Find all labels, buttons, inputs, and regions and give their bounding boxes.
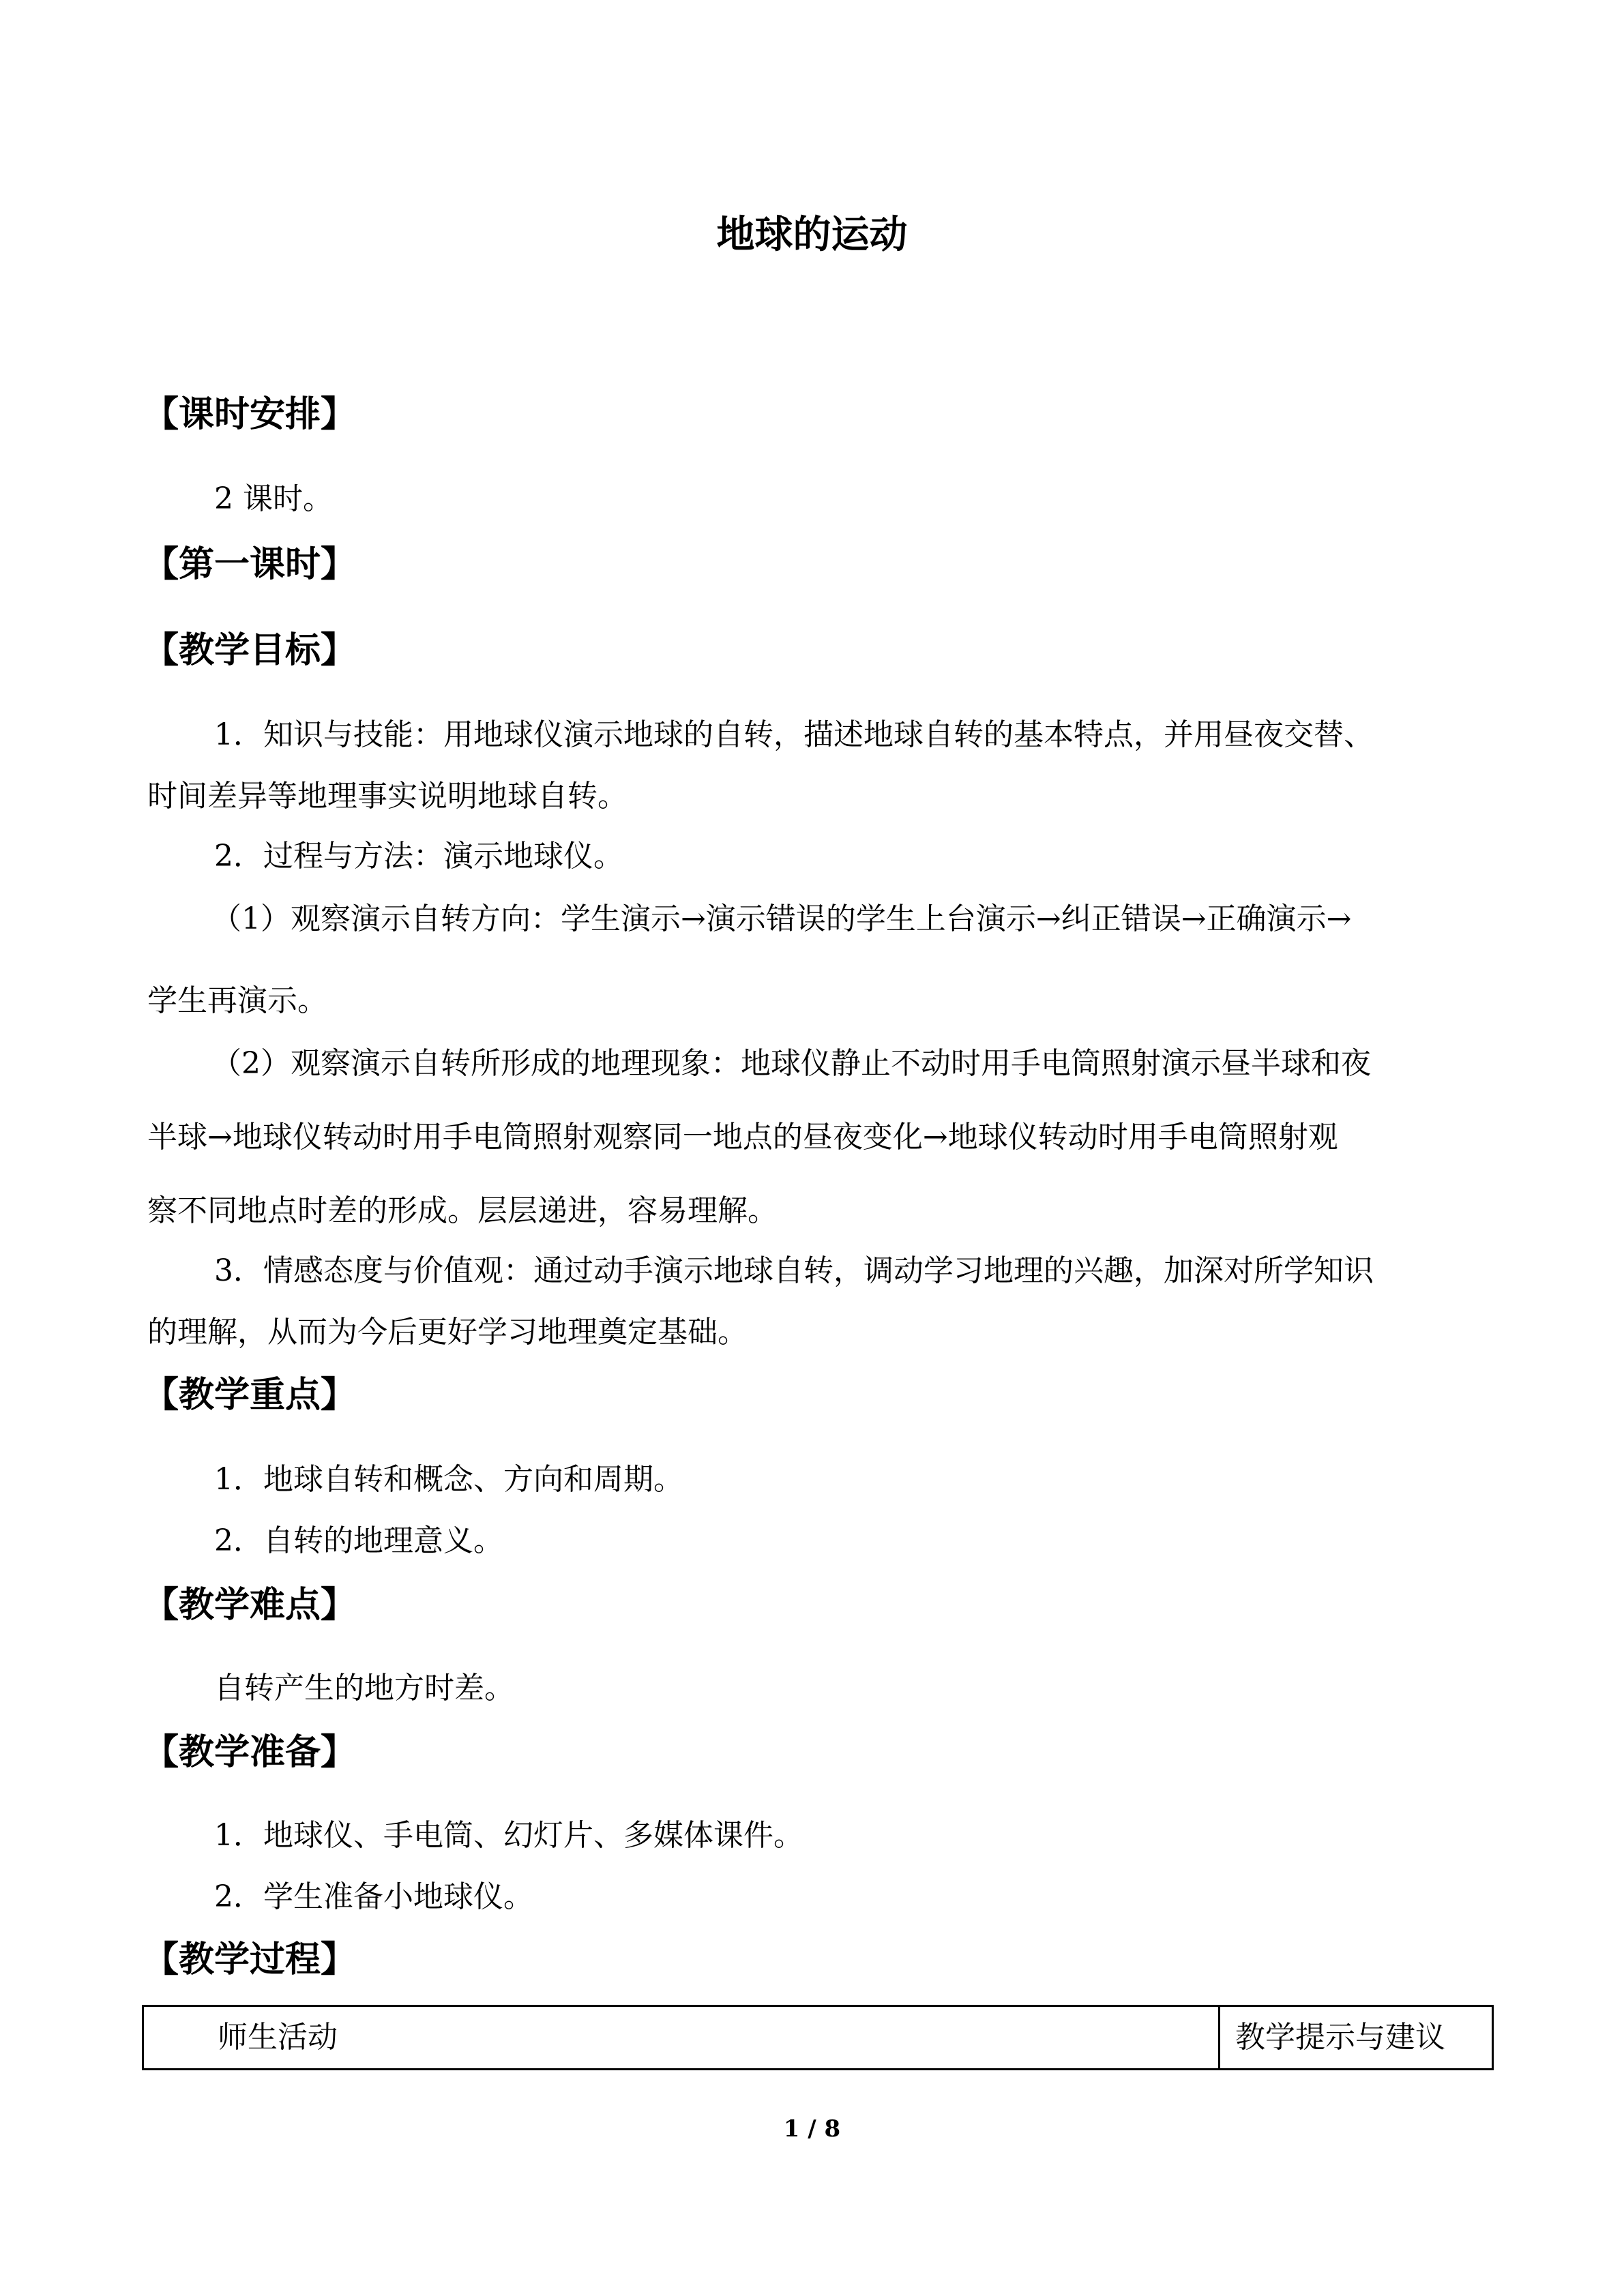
table-header-tips: 教学提示与建议 [1235,2020,1445,2055]
objective-2-sub1-line1: （1）观察演示自转方向：学生演示→演示错误的学生上台演示→纠正错误→正确演示→ [211,901,1352,936]
process-heading: 【教学过程】 [143,1939,357,1980]
document-title: 地球的运动 [716,213,908,257]
objective-2-sub2-line3: 察不同地点时差的形成。层层递进，容易理解。 [147,1193,778,1228]
preparation-1: 1．地球仪、手电筒、幻灯片、多媒体课件。 [214,1818,803,1853]
difficulty-heading: 【教学难点】 [143,1585,357,1626]
preparation-2: 2．学生准备小地球仪。 [214,1879,533,1914]
objective-2-sub1-line2: 学生再演示。 [147,983,327,1018]
schedule-text: 2 课时。 [214,481,333,516]
key-point-1: 1．地球自转和概念、方向和周期。 [214,1462,683,1497]
objective-2-sub2-line2: 半球→地球仪转动时用手电筒照射观察同一地点的昼夜变化→地球仪转动时用手电筒照射观 [147,1120,1338,1154]
table-header-activities: 师生活动 [144,2007,1220,2068]
preparation-heading: 【教学准备】 [143,1732,357,1773]
objective-3-line2: 的理解，从而为今后更好学习地理奠定基础。 [147,1315,748,1350]
key-points-heading: 【教学重点】 [143,1375,357,1416]
objective-1-line2: 时间差异等地理事实说明地球自转。 [147,779,628,814]
objective-2: 2．过程与方法：演示地球仪。 [214,839,623,874]
key-point-2: 2．自转的地理意义。 [214,1523,503,1558]
page-number: 1 / 8 [783,2115,841,2143]
process-table [142,2005,1494,2070]
objective-3-line1: 3．情感态度与价值观：通过动手演示地球自转，调动学习地理的兴趣，加深对所学知识 [214,1253,1374,1288]
objective-1-line1: 1．知识与技能：用地球仪演示地球的自转，描述地球自转的基本特点，并用昼夜交替、 [214,717,1374,752]
objectives-heading: 【教学目标】 [143,630,357,671]
schedule-heading: 【课时安排】 [143,394,357,435]
objective-2-sub2-line1: （2）观察演示自转所形成的地理现象：地球仪静止不动时用手电筒照射演示昼半球和夜 [211,1046,1371,1081]
first-lesson-heading: 【第一课时】 [143,544,357,585]
difficulty-text: 自转产生的地方时差。 [214,1671,514,1705]
